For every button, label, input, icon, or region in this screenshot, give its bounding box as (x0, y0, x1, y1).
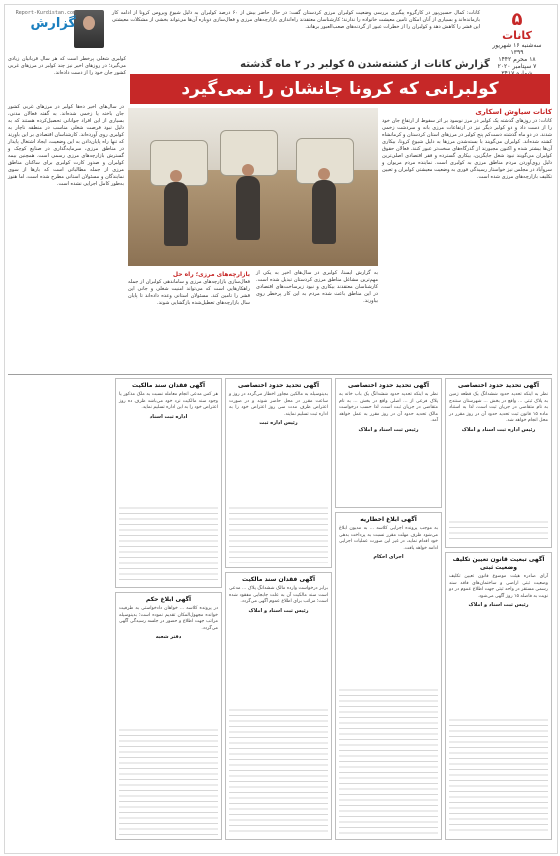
ad-text-lines (449, 517, 548, 543)
newspaper-logo[interactable] (12, 10, 76, 48)
ad-title: آگهی ابلاغ حکم (145, 596, 192, 603)
ad-title: آگهی تحدید حدود اختصاصی (237, 382, 320, 389)
legal-ad (115, 592, 222, 840)
page-number: ۵ (511, 9, 523, 30)
article-left-column: در سال‌های اخیر ده‌ها کولبر در مرزهای غربی کشور جان باخته یا زخمی شده‌اند. به گفته فعالان مدنی، بسیاری از این افراد جوانانی تحصیل‌کرده هستند که به دلیل نبود فرصت شغلی مناسب در منطقه ناچار به کولبری روی آورده‌اند. کارشناسان اقتصادی بر این باورند که تنها راه پایان‌دادن به این وضعیت، ایجاد اشتغال پایدار در مناطق مرزی، سرمایه‌گذاری در صنایع کوچک و گسترش بازارچه‌های مرزی رسمی است. همچنین بیمه کولبران و صدور کارت کولبری برای ساکنان مناطق مرزی از جمله مطالباتی است که بارها از سوی نمایندگان و مسئولان استانی مطرح شده است، اما هنوز به‌طور کامل اجرایی نشده است. (8, 104, 124, 187)
under-photo-left-title: بازارچه‌های مرزی؛ راه حل (172, 271, 250, 278)
ad-text-lines (229, 503, 328, 563)
photo-person-head (170, 170, 182, 182)
ad-title: آگهی ابلاغ اخطاریه (360, 516, 417, 523)
legal-ad (445, 378, 552, 548)
ad-text-lines (339, 685, 438, 835)
ads-column (225, 378, 332, 848)
under-photo-left (128, 270, 250, 370)
legal-ad (335, 512, 442, 840)
ad-body: بدینوسیله به مالکین مجاور اخطار می‌گردد در روز و ساعت مقرر در محل حاضر شوند و در صورت اعتراض ظرف مدت سی روز اعتراض خود را به اداره ثبت تسلیم نمایند. (229, 392, 328, 417)
ad-text-lines (229, 705, 328, 835)
date-line-2: ۱۸ محرم ۱۴۴۲ (498, 56, 536, 63)
photo-person (164, 182, 188, 246)
article-headline: کولبرانی که کرونا جانشان را نمی‌گیرد (130, 74, 550, 104)
legal-ad (445, 552, 552, 840)
under-photo-columns (128, 270, 378, 370)
photo-person-head (318, 168, 330, 180)
date-line-3: ۷ سپتامبر ۲۰۲۰ (497, 63, 537, 70)
ad-title: آگهی فقدان سند مالکیت (241, 576, 316, 583)
logo-site: Report-Kurdistan.com (15, 10, 76, 16)
photo-person-head (242, 164, 254, 176)
ad-title: آگهی فقدان سند مالکیت (131, 382, 206, 389)
ad-body: نظر به اینکه تحدید حدود ششدانگ یک قطعه زمین به پلاک ثبتی ... واقع در بخش ... شهرستان سنندج به نام متقاضی در جریان ثبت است، لذا به استناد ماده ۱۵ قانون ثبت تحدید حدود آن در روز مقرر در محل انجام خواهد شد. (449, 392, 548, 423)
right-section-title: کانات سیاوش اسکاری (475, 108, 552, 116)
ad-signature: رئیس ثبت اسناد و املاک (468, 602, 529, 608)
legal-ad (335, 378, 442, 508)
ads-column (445, 378, 552, 848)
ad-title: آگهی تحدید حدود اختصاصی (457, 382, 540, 389)
photo-person (236, 176, 260, 240)
legal-ads-section (8, 378, 552, 848)
header-intro-text: کانات: کمال حسین‌پور در کارگروه پیگیری بررسی وضعیت کولبران مرزی کردستان گفت: در حال حاضر بیش از ۶۰ درصد کولبران به دلیل شیوع ویروس کرونا از ادامه کار بازمانده‌اند و بسیاری از آنان امکان تامین معیشت خانواده را ندارند؛ کارشناسان معتقدند راه‌اندازی بازارچه‌های مرزی و فعال‌سازی دوباره آن‌ها می‌تواند بخشی از مشکلات معیشتی این قشر را کاهش دهد و کولبران را از خطرات عبور از گردنه‌های صعب‌العبور برهاند. (112, 10, 481, 30)
ads-column (115, 378, 222, 848)
ad-text-lines (119, 725, 218, 835)
ad-signature: رئیس ثبت اسناد و املاک (248, 607, 309, 614)
date-line-1: سه‌شنبه ۱۶ شهریور ۱۳۹۹ (492, 42, 542, 56)
article-kicker: گزارش کانات از کشته‌شدن ۵ کولبر در ۲ ماه گذشته (200, 56, 530, 75)
ad-title: آگهی تحدید حدود اختصاصی (347, 382, 430, 389)
article-right-column (382, 108, 552, 370)
ad-body: برابر درخواست وارده مالک ششدانگ پلاک ... مدعی است سند مالکیت آن به علت جابجایی مفقود شده است؛ مراتب برای اطلاع عموم آگهی می‌گردد. (229, 586, 328, 604)
legal-ad (225, 572, 332, 840)
section-divider (8, 374, 552, 375)
ad-body: در پرونده کلاسه ... خواهان دادخواستی به طرفیت خوانده مجهول‌المکان تقدیم نموده است؛ بدینوسیله مراتب جهت اطلاع و حضور در جلسه رسیدگی آگهی می‌گردد. (119, 606, 218, 631)
right-column-text: کانات: در روزهای گذشته یک کولبر در مرز نوسود بر اثر سقوط از ارتفاع جان خود را از دست داد و دو کولبر دیگر نیز در ارتفاعات مرزی بانه و سردشت زخمی شدند. در دو ماه گذشته دست‌کم پنج کولبر در مرزهای استان کردستان و کرمانشاه کشته شده‌اند. کولبران می‌گویند با بسته‌شدن مرزها به دلیل شیوع کرونا، بیکاری آن‌ها بیشتر شده و اکنون مجبورند از گذرگاه‌های سخت‌تر عبور کنند. فعالان حقوق کولبران می‌گویند نبود شغل جایگزین، بیکاری گسترده و فقر اقتصادی اصلی‌ترین دلیل روی‌آوردن مردم مناطق مرزی به کولبری است. نماینده مردم مریوان و سروآباد در مجلس نیز خواستار رسیدگی فوری به وضعیت معیشتی کولبران و تعیین تکلیف بازارچه‌های مرزی شده است. (382, 118, 552, 180)
ad-body: به موجب پرونده اجرایی کلاسه ... به مدیون ابلاغ می‌شود ظرف مهلت مقرر نسبت به پرداخت بدهی خود اقدام نماید، در غیر این صورت عملیات اجرایی ادامه خواهد یافت. (339, 526, 438, 551)
ads-column (335, 378, 442, 848)
ad-signature: اداره ثبت اسناد (149, 413, 188, 420)
ad-text-lines (119, 503, 218, 583)
under-photo-left-text: فعال‌سازی بازارچه‌های مرزی و ساماندهی کولبران از جمله راهکارهایی است که می‌تواند امنیت شغلی و جانی این قشر را تامین کند. مسئولان استانی وعده داده‌اند تا پایان سال بازارچه‌های تعطیل‌شده بازگشایی شوند. (128, 279, 250, 306)
ad-body: نظر به اینکه تحدید حدود ششدانگ یک باب خانه به پلاک فرعی از ... اصلی واقع در بخش ... به نام متقاضی در جریان ثبت است، لذا حسب درخواست مالک تحدید حدود آن در روز مقرر به عمل خواهد آمد. (339, 392, 438, 423)
headline-side-text: کولبری شغلی پرخطر است که هر سال قربانیان زیادی می‌گیرد؛ در روزهای اخیر نیز چند کولبر در مرزهای غربی کشور جان خود را از دست داده‌اند. (8, 56, 126, 76)
under-photo-right: به گزارش ایسنا، کولبری در سال‌های اخیر به یکی از مهم‌ترین مشاغل مناطق مرزی کردستان تبدیل شده است. کارشناسان معتقدند بیکاری و نبود زیرساخت‌های اقتصادی در این مناطق باعث شده مردم به این کار پرخطر روی بیاورند. (256, 270, 378, 304)
ad-body: آرای صادره هیئت موضوع قانون تعیین تکلیف وضعیت ثبتی اراضی و ساختمان‌های فاقد سند رسمی مستقر در واحد ثبتی جهت اطلاع عموم در دو نوبت به فاصله ۱۵ روز آگهی می‌شود. (449, 574, 548, 599)
ad-body: هر کس مدعی انجام معامله نسبت به ملک مذکور یا وجود سند مالکیت نزد خود می‌باشد ظرف ده روز اعتراض خود را به این اداره تسلیم نماید. (119, 392, 218, 410)
logo-mark: گزارش (30, 16, 76, 31)
ad-signature: اجرای احکام (373, 554, 404, 560)
photo-person (312, 180, 336, 244)
author-avatar (74, 10, 104, 48)
brand-label: کانات (502, 29, 532, 42)
legal-ad (225, 378, 332, 568)
ad-signature: رئیس اداره ثبت (259, 420, 298, 426)
ad-signature: دفتر شعبه (155, 634, 182, 640)
ad-title: آگهی تبعیت قانون تعیین تکلیف وضعیت ثبتی (452, 556, 545, 571)
legal-ad (115, 378, 222, 588)
ad-signature: رئیس اداره ثبت اسناد و املاک (461, 426, 536, 433)
ad-text-lines (449, 715, 548, 835)
article-photo (128, 108, 378, 266)
ad-signature: رئیس ثبت اسناد و املاک (358, 426, 419, 433)
